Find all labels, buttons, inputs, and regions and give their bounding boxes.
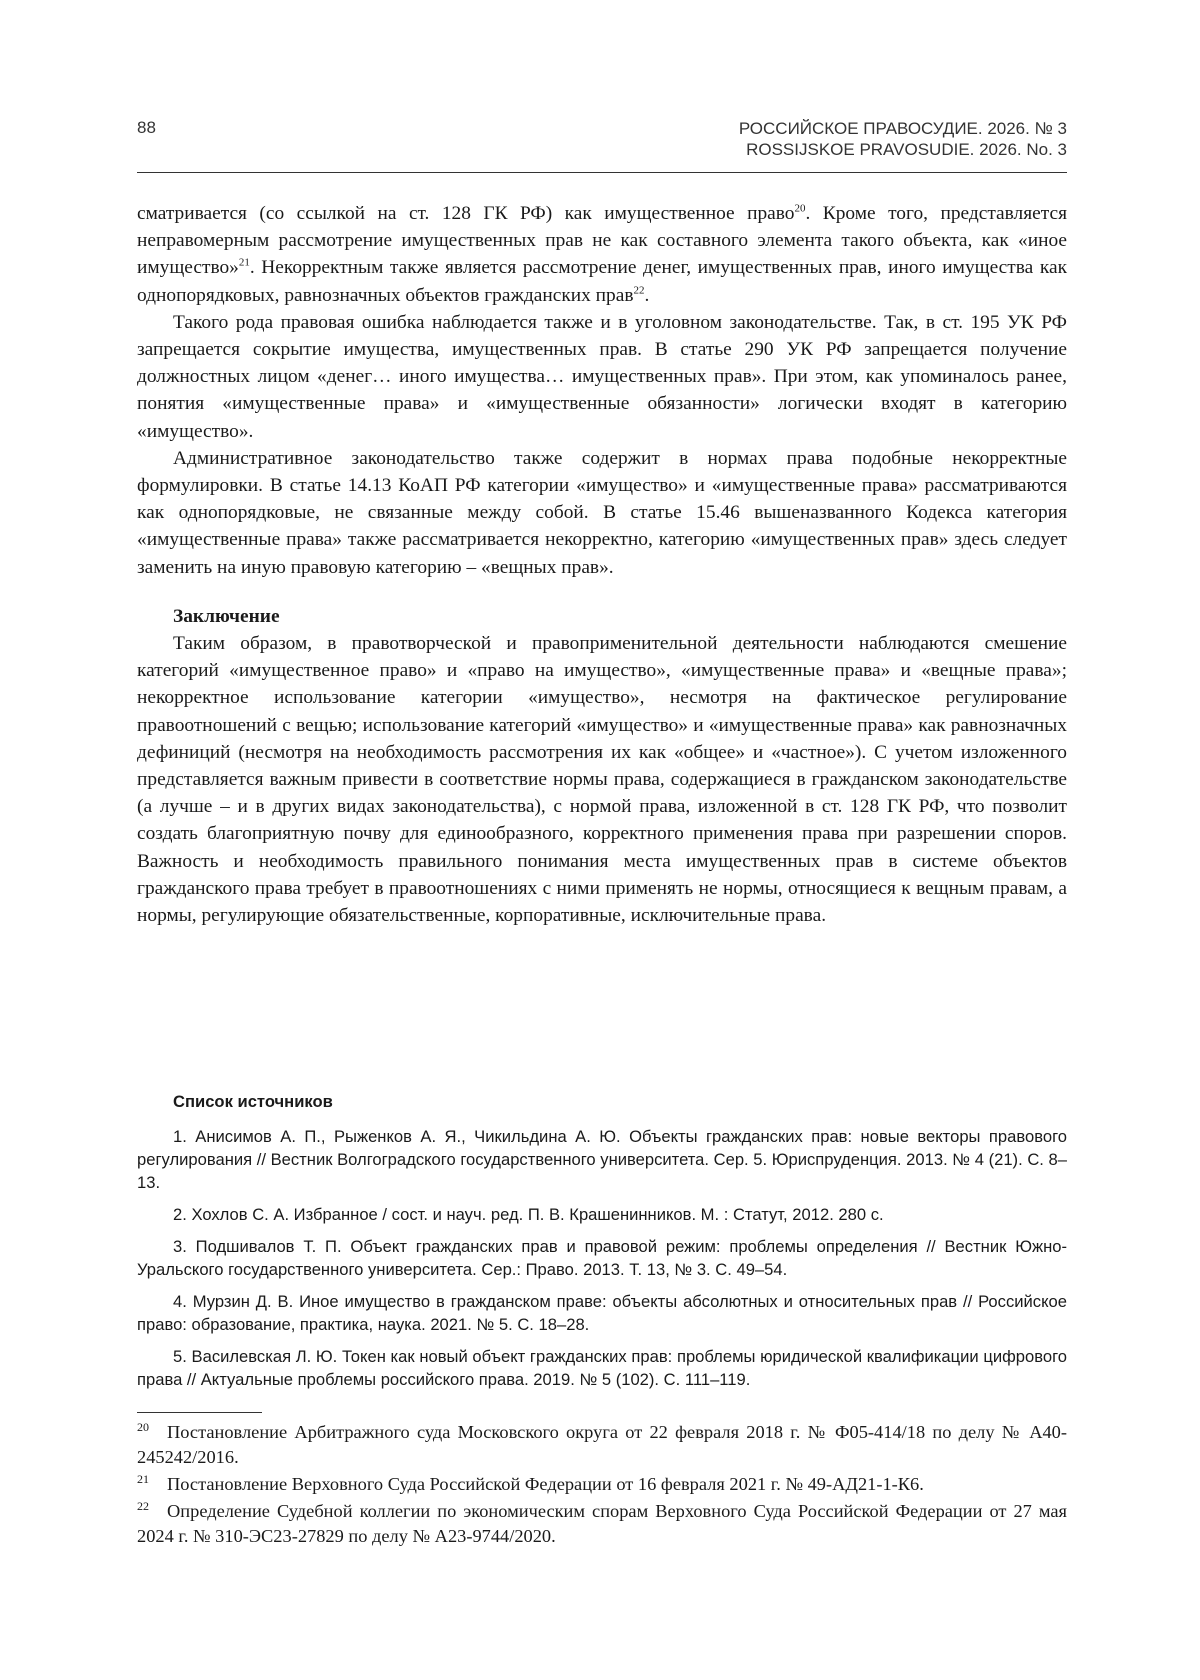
- header-divider: [137, 172, 1067, 173]
- journal-title-en: ROSSIJSKOE PRAVOSUDIE. 2026. No. 3: [746, 140, 1067, 159]
- paragraph-2: Такого рода правовая ошибка наблюдается также и в уголовном законодательстве. Так, в ст. 195 УК РФ запрещается сокрытие имущества, имущественных прав. В статье 290 УК РФ запрещается получение должностных лицом «денег… иного имущества… имущественных прав». При этом, как упоминалось ранее, понятия «имущественные права» и «имущественные обязанности» логически входят в категорию «имущество».: [137, 311, 1067, 442]
- source-item: 4. Мурзин Д. В. Иное имущество в гражданском праве: объекты абсолютных и относительных прав // Российское право: образование, практика, наука. 2021. № 5. С. 18–28.: [137, 1292, 1067, 1334]
- footnote-text: Постановление Верховного Суда Российской Федерации от 16 февраля 2021 г. № 49-АД21-1-К6.: [167, 1474, 924, 1494]
- footnote-ref-22[interactable]: 22: [633, 284, 645, 297]
- footnote-text: Постановление Арбитражного суда Московского округа от 22 февраля 2018 г. № Ф05-414/18 по делу № А40-245242/2016.: [137, 1422, 1067, 1467]
- article-body: [137, 200, 1067, 929]
- footnote-21: 21 Постановление Верховного Суда Российской Федерации от 16 февраля 2021 г. № 49-АД21-1-К6.: [137, 1471, 924, 1494]
- journal-title-ru: РОССИЙСКОЕ ПРАВОСУДИЕ. 2026. № 3: [738, 119, 1067, 138]
- footnote-text: Определение Судебной коллегии по экономическим спорам Верховного Суда Российской Федерации от 27 мая 2024 г. № 310-ЭС23-27829 по делу № А23-9744/2020.: [137, 1501, 1067, 1546]
- page-header: [137, 112, 1067, 170]
- footnotes: [137, 1420, 1067, 1551]
- page-number: 88: [137, 118, 156, 137]
- paragraph-1: сматривается (со ссылкой на ст. 128 ГК РФ) как имущественное право$^{20}$. Кроме того, представляется неправомерным рассмотрение имущественных прав не как составного элемента такого объекта, как «иное имущество»$^{21}$. Некорректным также является рассмотрение денег, имущественных прав, иного имущества как однопорядковых, равнозначных объектов гражданских прав$^{22}$.: [137, 202, 1067, 306]
- sources-section: [137, 1090, 1067, 1400]
- footnote-divider: [137, 1412, 262, 1413]
- paragraph-conclusion: Таким образом, в правотворческой и правоприменительной деятельности наблюдаются смешение категорий «имущественное право» и «право на имущество», «имущественные права» и «вещные права»; некорректное использование категории «имущество», несмотря на фактическое регулирование правоотношений с вещью; использование категорий «имущество» и «имущественные права» как равнозначных дефиниций (несмотря на необходимость рассмотрения их как «общее» и «частное»). С учетом изложенного представляется важным привести в соответствие нормы права, содержащиеся в гражданском законодательстве (а лучше – и в других видах законодательства), с нормой права, изложенной в ст. 128 ГК РФ, что позволит создать благоприятную почву для единообразного, корректного применения права при разрешении споров. Важность и необходимость правильного понимания места имущественных прав в системе объектов гражданского права требует в правоотношениях с ними применять не нормы, относящиеся к вещным правам, а нормы, регулирующие обязательственные, корпоративные, исключительные права.: [137, 633, 1067, 927]
- source-item: 1. Анисимов А. П., Рыженков А. Я., Чикильдина А. Ю. Объекты гражданских прав: новые векторы правового регулирования // Вестник Волгоградского государственного университета. Сер. 5. Юриспруденция. 2013. № 4 (21). С. 8–13.: [137, 1127, 1067, 1192]
- footnote-22: 22 Определение Судебной коллегии по экономическим спорам Верховного Суда Российской Федерации от 27 мая 2024 г. № 310-ЭС23-27829 по делу № А23-9744/2020.: [137, 1498, 1067, 1546]
- source-item: 3. Подшивалов Т. П. Объект гражданских прав и правовой режим: проблемы определения // Вестник Южно-Уральского государственного университета. Сер.: Право. 2013. Т. 13, № 3. С. 49–54.: [137, 1237, 1067, 1279]
- paragraph-3: Административное законодательство также содержит в нормах права подобные некорректные формулировки. В статье 14.13 КоАП РФ категории «имущество» и «имущественные права» рассматриваются как однопорядковые, не связанные между собой. В статье 15.46 вышеназванного Кодекса категория «имущественные права» также рассматривается некорректно, категорию «имущественных прав» здесь следует заменить на иную правовую категорию – «вещных прав».: [137, 447, 1067, 578]
- conclusion-heading: Заключение: [173, 605, 280, 627]
- journal-title: [739, 118, 1067, 160]
- source-item: 2. Хохлов С. А. Избранное / сост. и науч. ред. П. В. Крашенинников. М. : Статут, 2012. 280 с.: [173, 1205, 884, 1224]
- footnote-ref-20[interactable]: 20: [794, 202, 806, 215]
- footnote-ref-21[interactable]: 21: [238, 256, 250, 269]
- source-item: 5. Василевская Л. Ю. Токен как новый объект гражданских прав: проблемы юридической квалификации цифрового права // Актуальные проблемы российского права. 2019. № 5 (102). С. 111–119.: [137, 1347, 1067, 1389]
- sources-heading: Список источников: [173, 1092, 333, 1111]
- sources-list: [137, 1125, 1067, 1391]
- footnote-20: 20 Постановление Арбитражного суда Московского округа от 22 февраля 2018 г. № Ф05-414/18 по делу № А40-245242/2016.: [137, 1419, 1067, 1467]
